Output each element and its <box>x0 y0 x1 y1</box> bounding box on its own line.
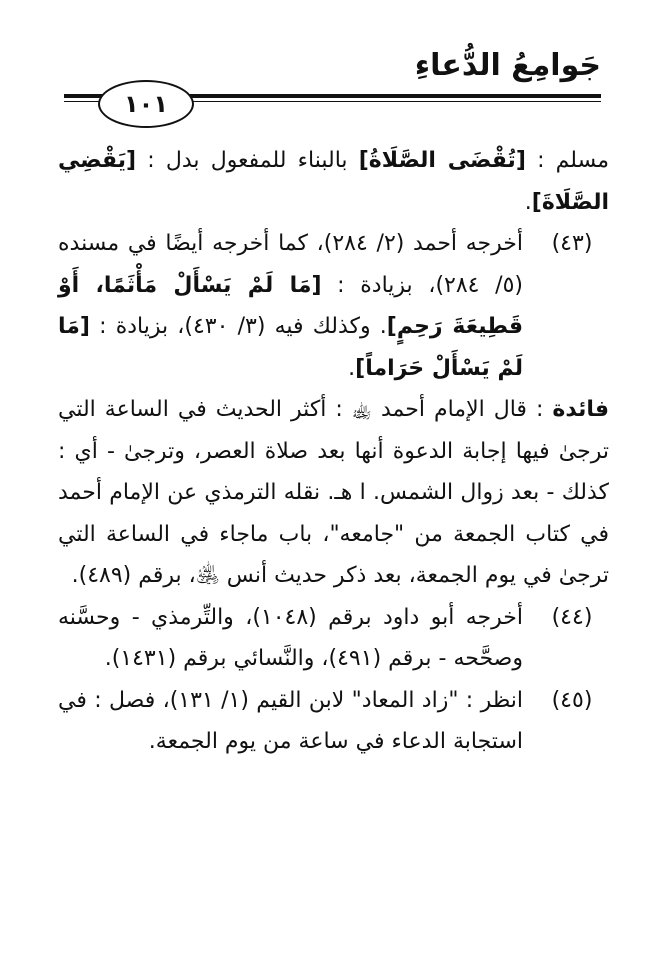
footnote-number: (٤٣) <box>551 231 593 256</box>
faida-text: : قال الإمام أحمد ﵀ : أكثر الحديث في الساعة التي ترجىٰ فيها إجابة الدعوة أنها بعد صلاة العصر، وترجىٰ - أي : كذلك - بعد زوال الشمس. ا هـ. نقله الترمذي عن الإمام أحمد في كتاب الجمعة من "جامعه"، باب ماجاء في الساعة التي ترجىٰ في يوم الجمعة، بعد ذكر حديث أنس ﵁، برقم (٤٨٩). <box>58 397 609 588</box>
footnote-text-part: أخرجه أحمد (٢/ ٢٨٤)، كما أخرجه أيضًا في مسنده (٥/ ٢٨٤)، بزيادة : <box>58 231 523 298</box>
continuation-text-post: . <box>524 189 532 215</box>
continuation-text-mid: بالبناء للمفعول بدل : <box>136 148 359 173</box>
continuation-text-pre: مسلم : <box>525 148 609 173</box>
footnote-text-part: . <box>348 355 356 381</box>
faida-label: فائدة <box>552 397 609 422</box>
footnote-43 <box>58 223 609 389</box>
footnote-text <box>58 223 523 389</box>
footnote-number: (٤٥) <box>551 687 593 713</box>
hadith-quote: [مَا لَمْ يَسْأَلْ حَرَاماً] <box>58 314 523 381</box>
page-number: ١٠١ <box>98 80 194 128</box>
faida-paragraph <box>58 389 609 597</box>
footnote-number: (٤٤) <box>551 604 593 630</box>
page-body <box>58 140 609 763</box>
footnote-44 <box>58 597 609 680</box>
hadith-quote: [تُقْضَى الصَّلَاةُ] <box>358 148 526 173</box>
footnote-text: أخرجه أبو داود برقم (١٠٤٨)، والتِّرمذي - وحسَّنه وصحَّحه - برقم (٤٩١)، والنَّسائي برقم (١٤٣١). <box>58 604 523 671</box>
hadith-quote: [مَا لَمْ يَسْأَلْ مَأْثَمًا، أَوْ قَطِيعَةَ رَحِمٍ] <box>58 272 524 339</box>
footnote-text: انظر : "زاد المعاد" لابن القيم (١/ ١٣١)، فصل : في استجابة الدعاء في ساعة من يوم الجمعة. <box>58 687 524 754</box>
continuation-paragraph <box>58 140 609 223</box>
footnote-text-part: . وكذلك فيه (٣/ ٤٣٠)، بزيادة : <box>89 314 387 339</box>
footnote-45 <box>58 680 609 763</box>
hadith-quote: [يَقْضِي الصَّلَاةَ] <box>58 148 609 215</box>
running-header-title: جَوامِعُ الدُّعاءِ <box>414 48 601 83</box>
